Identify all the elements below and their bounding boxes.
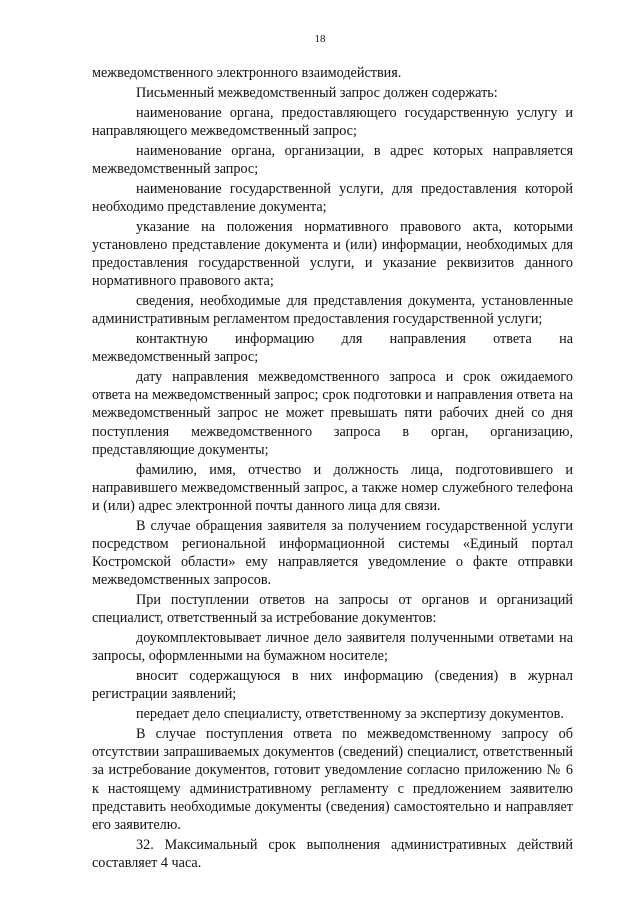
paragraph: Письменный межведомственный запрос должен содержать: [136, 84, 498, 101]
paragraph: В случае поступления ответа по межведомственному запросу об отсутствии запрашиваемых документов (сведений) специалист, ответственный за истребование документов, готовит уведомление согласно приложению № 6 к настоящему административному регламенту с предложением заявителю представить необходимые документы (сведения) самостоятельно и направляет его заявителю. [92, 726, 573, 834]
paragraph: контактную информацию для направления ответа на межведомственный запрос; [92, 331, 573, 366]
paragraph: межведомственного электронного взаимодействия. [92, 65, 402, 81]
body-text [92, 64, 573, 874]
paragraph: 32. Максимальный срок выполнения административных действий составляет 4 часа. [92, 836, 573, 872]
paragraph: наименование органа, предоставляющего государственную услугу и направляющего межведомственный запрос; [92, 104, 573, 139]
paragraph: передает дело специалисту, ответственному за экспертизу документов. [136, 706, 564, 723]
paragraph: вносит содержащуюся в них информацию (сведения) в журнал регистрации заявлений; [92, 668, 573, 703]
paragraph: дату направления межведомственного запроса и срок ожидаемого ответа на межведомственный запрос; срок подготовки и направления ответа на межведомственный запрос не может превышать пяти рабочих дней со дня поступления межведомственного запроса в орган, организацию, представляющие документы; [92, 369, 573, 458]
paragraph: сведения, необходимые для представления документа, установленные административным регламентом предоставления государственной услуги; [92, 293, 573, 328]
paragraph: фамилию, имя, отчество и должность лица, подготовившего и направившего межведомственный запрос, а также номер служебного телефона и (или) адрес электронной почты данного лица для связи. [92, 461, 573, 515]
paragraph: доукомплектовывает личное дело заявителя полученными ответами на запросы, оформленными на бумажном носителе; [92, 630, 573, 665]
paragraph: наименование органа, организации, в адрес которых направляется межведомственный запрос; [92, 142, 573, 177]
paragraph: наименование государственной услуги, для предоставления которой необходимо представление документа; [92, 180, 573, 215]
paragraph: указание на положения нормативного правового акта, которыми установлено представление документа и (или) информации, необходимых для предоставления государственной услуги, и указание реквизитов данного нормативного правового акта; [92, 218, 573, 290]
paragraph: При поступлении ответов на запросы от органов и организаций специалист, ответственный за истребование документов: [92, 592, 573, 627]
paragraph: В случае обращения заявителя за получением государственной услуги посредством региональной информационной системы «Единый портал Костромской области» ему направляется уведомление о факте отправки межведомственных запросов. [92, 517, 573, 589]
page-number: 18 [314, 33, 326, 45]
